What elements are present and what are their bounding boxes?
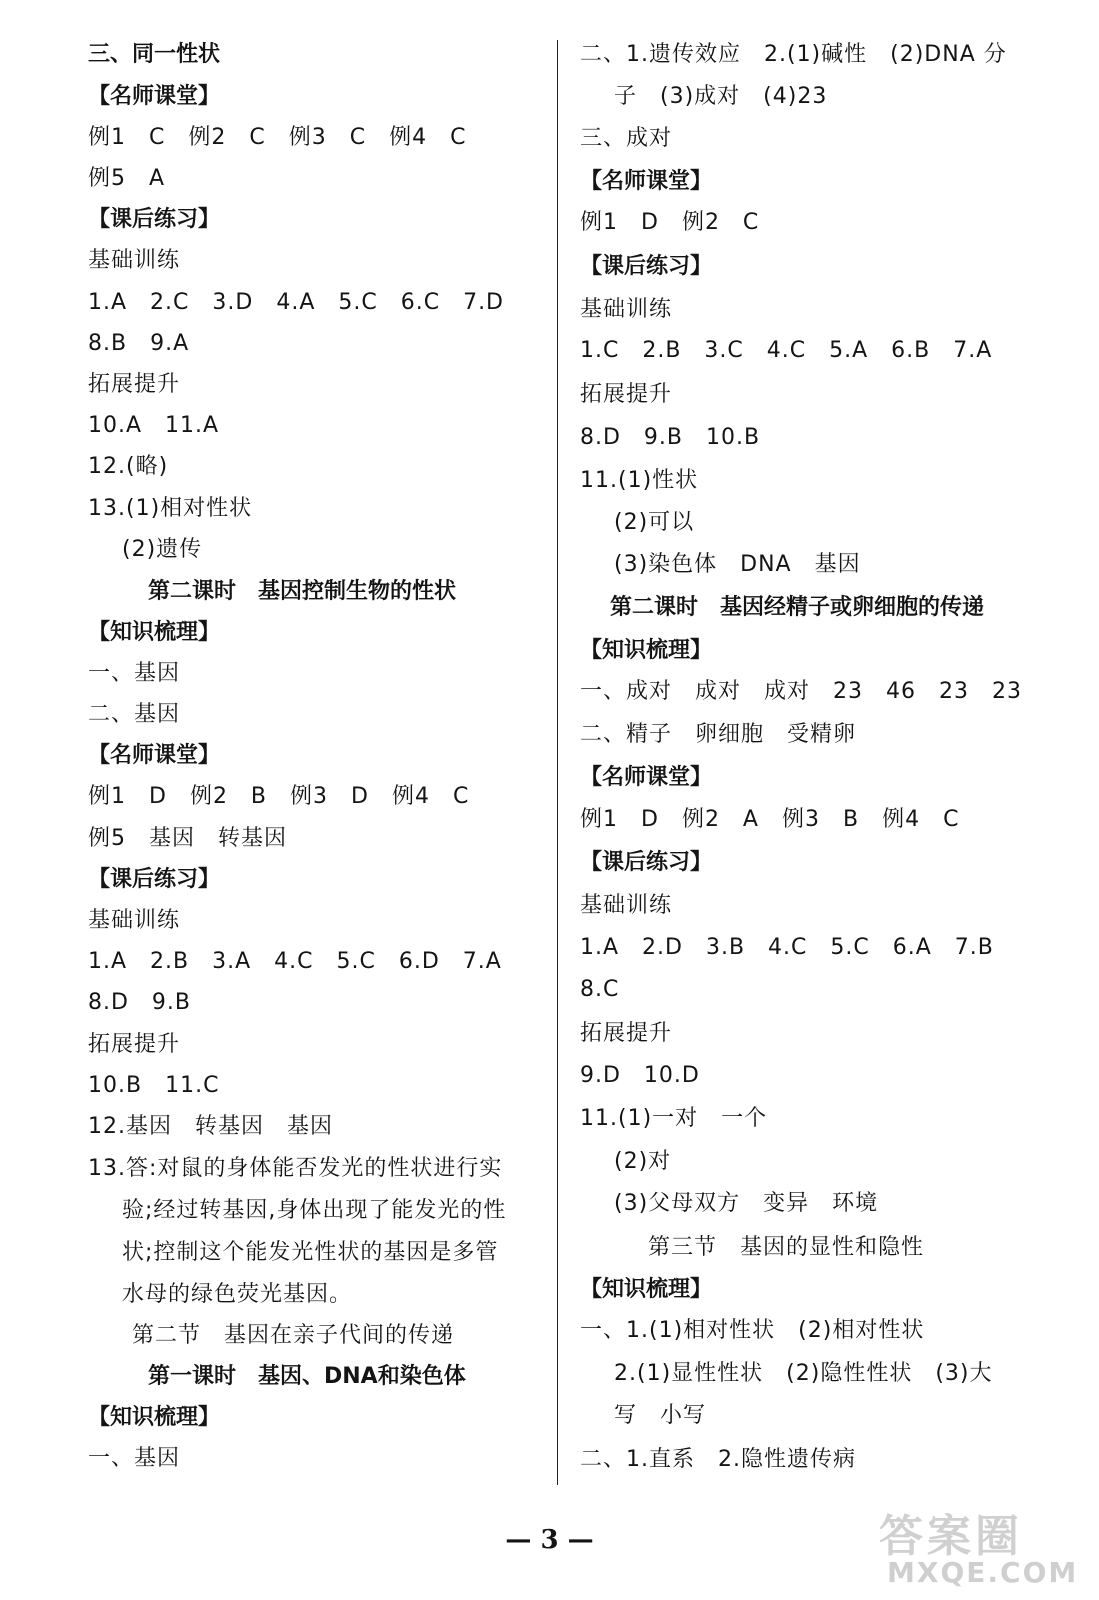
answer-line: 10.B 11.C	[88, 1073, 220, 1098]
answer-line: 一、基因	[88, 1446, 181, 1471]
subsection-label: 拓展提升	[580, 382, 673, 407]
answer-line: (2)可以	[614, 510, 695, 535]
answer-line: 二、1.遗传效应 2.(1)碱性 (2)DNA 分	[580, 42, 1007, 67]
section-label: 【名师课堂】	[88, 743, 221, 768]
answer-line: 一、成对 成对 成对 23 46 23 23	[580, 679, 1022, 704]
subsection-label: 拓展提升	[580, 1021, 673, 1046]
answer-line: 13.(1)相对性状	[88, 496, 253, 521]
watermark-logo-text: 答案圈	[879, 1511, 1023, 1562]
answer-line: 13.答:对鼠的身体能否发光的性状进行实	[88, 1156, 503, 1181]
answer-line: 例5 A	[88, 166, 166, 191]
answer-line: 验;经过转基因,身体出现了能发光的性	[122, 1198, 507, 1223]
section-label: 【知识梳理】	[88, 620, 221, 645]
answer-line: 10.A 11.A	[88, 413, 220, 438]
answer-line: 8.D 9.B	[88, 990, 192, 1015]
answer-line: 11.(1)性状	[580, 468, 699, 493]
answer-line: 二、1.直系 2.隐性遗传病	[580, 1447, 856, 1472]
answer-line: 9.D 10.D	[580, 1063, 700, 1088]
answer-line: 水母的绿色荧光基因。	[122, 1282, 353, 1307]
answer-line: 子 (3)成对 (4)23	[614, 84, 828, 109]
section-label: 【课后练习】	[88, 207, 221, 232]
section-label: 【知识梳理】	[580, 1277, 713, 1302]
answer-line: 状;控制这个能发光性状的基因是多管	[122, 1240, 499, 1265]
answer-line: 例1 D 例2 C	[580, 210, 760, 235]
answer-line: 一、基因	[88, 661, 181, 686]
section-label: 【知识梳理】	[580, 638, 713, 663]
answer-line: 二、精子 卵细胞 受精卵	[580, 722, 857, 747]
answer-line: 例1 D 例2 A 例3 B 例4 C	[580, 807, 960, 832]
section-title: 第三节 基因的显性和隐性	[648, 1235, 925, 1260]
answer-line: 8.B 9.A	[88, 331, 190, 356]
subsection-label: 基础训练	[580, 893, 673, 918]
subsection-label: 基础训练	[88, 248, 181, 273]
section-label: 【知识梳理】	[88, 1405, 221, 1430]
answer-line: 1.A 2.C 3.D 4.A 5.C 6.C 7.D	[88, 290, 504, 315]
section-label: 【名师课堂】	[580, 765, 713, 790]
answer-line: 写 小写	[614, 1403, 707, 1428]
section-title: 第二节 基因在亲子代间的传递	[132, 1323, 455, 1348]
answer-line: 二、基因	[88, 702, 181, 727]
answer-line: 例1 D 例2 B 例3 D 例4 C	[88, 784, 470, 809]
section-label: 【课后练习】	[580, 254, 713, 279]
section-label: 【课后练习】	[580, 850, 713, 875]
watermark-logo-url: MXQE.COM	[887, 1556, 1079, 1589]
answer-line: 12.(略)	[88, 454, 169, 479]
answer-line: 例1 C 例2 C 例3 C 例4 C	[88, 125, 467, 150]
section-label: 【课后练习】	[88, 867, 221, 892]
answer-line: 1.A 2.B 3.A 4.C 5.C 6.D 7.A	[88, 949, 502, 974]
subsection-label: 拓展提升	[88, 372, 181, 397]
subsection-label: 拓展提升	[88, 1032, 181, 1057]
answer-line: 8.C	[580, 977, 620, 1002]
subsection-label: 基础训练	[88, 908, 181, 933]
answer-line: 例5 基因 转基因	[88, 826, 287, 851]
answer-line: (3)父母双方 变异 环境	[614, 1191, 879, 1216]
answer-line: 8.D 9.B 10.B	[580, 425, 761, 450]
section-label: 【名师课堂】	[88, 84, 221, 109]
lesson-title: 第一课时 基因、DNA和染色体	[148, 1364, 466, 1389]
answer-line: 12.基因 转基因 基因	[88, 1114, 333, 1139]
answer-line: (2)遗传	[122, 537, 203, 562]
page-number: — 3 —	[505, 1525, 594, 1555]
answer-line: 1.C 2.B 3.C 4.C 5.A 6.B 7.A	[580, 338, 993, 363]
answer-line: 三、成对	[580, 126, 673, 151]
answer-line: 一、1.(1)相对性状 (2)相对性状	[580, 1318, 925, 1343]
answer-line: 1.A 2.D 3.B 4.C 5.C 6.A 7.B	[580, 935, 994, 960]
column-divider	[557, 40, 558, 1485]
lesson-title: 第二课时 基因控制生物的性状	[148, 579, 457, 604]
answer-line: 11.(1)一对 一个	[580, 1106, 768, 1131]
answer-line: 2.(1)显性性状 (2)隐性性状 (3)大	[614, 1361, 993, 1386]
watermark-logo	[879, 1500, 1079, 1590]
answer-line: (3)染色体 DNA 基因	[614, 552, 861, 577]
lesson-title: 第二课时 基因经精子或卵细胞的传递	[610, 595, 985, 620]
subsection-label: 基础训练	[580, 297, 673, 322]
answer-line: (2)对	[614, 1149, 672, 1174]
section-heading: 三、同一性状	[88, 42, 221, 67]
section-label: 【名师课堂】	[580, 169, 713, 194]
